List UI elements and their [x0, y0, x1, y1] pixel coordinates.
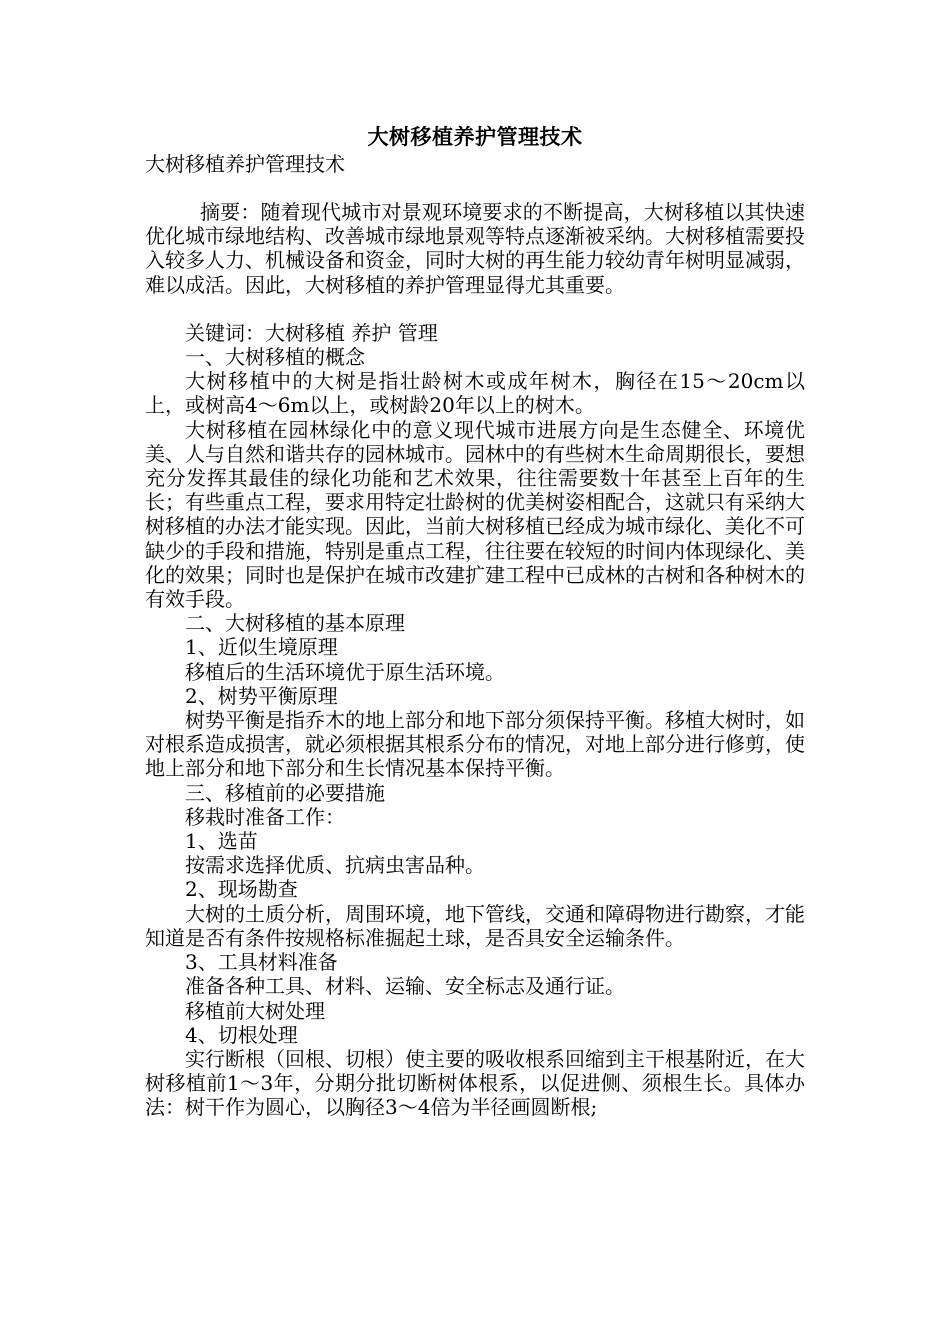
section-line: 二、大树移植的基本原理 [185, 611, 405, 636]
body-paragraph: 大树移植中的大树是指壮龄树木或成年树木，胸径在15～20cm以上，或树高4～6m以上，或树龄20年以上的树木。 [145, 369, 805, 418]
document-title: 大树移植养护管理技术 [367, 124, 583, 149]
section-line: 2、现场勘查 [185, 877, 298, 902]
body-paragraph: 大树移植在园林绿化中的意义现代城市进展方向是生态健全、环境优美、人与自然和谐共存的园林城市。园林中的有些树木生命周期很长，要想充分发挥其最佳的绿化功能和艺术效果，往往需要数十年甚至上百年的生长；有些重点工程，要求用特定壮龄树的优美树姿相配合，这就只有采纳大树移植的办法才能实现。因此，当前大树移植已经成为城市绿化、美化不可缺少的手段和措施，特别是重点工程，往往要在较短的时间内体现绿化、美化的效果；同时也是保护在城市改建扩建工程中已成林的古树和各种树木的有效手段。 [145, 417, 805, 612]
abstract-paragraph: 摘要：随着现代城市对景观环境要求的不断提高，大树移植以其快速优化城市绿地结构、改善城市绿地景观等特点逐渐被采纳。大树移植需要投入较多人力、机械设备和资金，同时大树的再生能力较幼青年树明显减弱，难以成活。因此，大树移植的养护管理显得尤其重要。 [145, 200, 805, 297]
section-line: 移植后的生活环境优于原生活环境。 [185, 659, 505, 684]
body-paragraph: 实行断根（回根、切根）使主要的吸收根系回缩到主干根基附近，在大树移植前1～3年，分期分批切断树体根系，以促进侧、须根生长。具体办法：树干作为圆心，以胸径3～4倍为半径画圆断根; [145, 1046, 805, 1120]
section-line: 一、大树移植的概念 [185, 345, 365, 370]
section-line: 4、切根处理 [185, 1022, 298, 1047]
section-line: 三、移植前的必要措施 [185, 780, 385, 805]
section-line: 按需求选择优质、抗病虫害品种。 [185, 853, 485, 878]
section-line: 准备各种工具、材料、运输、安全标志及通行证。 [185, 974, 625, 999]
section-line: 移植前大树处理 [185, 998, 325, 1023]
document-page [145, 122, 805, 1120]
document-subtitle: 大树移植养护管理技术 [145, 152, 345, 176]
section-line: 3、工具材料准备 [185, 950, 338, 975]
section-line: 1、选苗 [185, 829, 258, 854]
section-line: 2、树势平衡原理 [185, 683, 338, 708]
keywords-line: 关键词：大树移植 养护 管理 [185, 320, 438, 345]
section-line: 1、近似生境原理 [185, 635, 338, 660]
document-body [145, 345, 805, 1120]
section-line: 移栽时准备工作： [185, 804, 345, 829]
body-paragraph: 树势平衡是指乔木的地上部分和地下部分须保持平衡。移植大树时，如对根系造成损害，就必须根据其根系分布的情况，对地上部分进行修剪，使地上部分和地下部分和生长情况基本保持平衡。 [145, 708, 805, 781]
body-paragraph: 大树的土质分析，周围环境，地下管线，交通和障碍物进行勘察，才能知道是否有条件按规格标准掘起土球，是否具安全运输条件。 [145, 901, 805, 950]
